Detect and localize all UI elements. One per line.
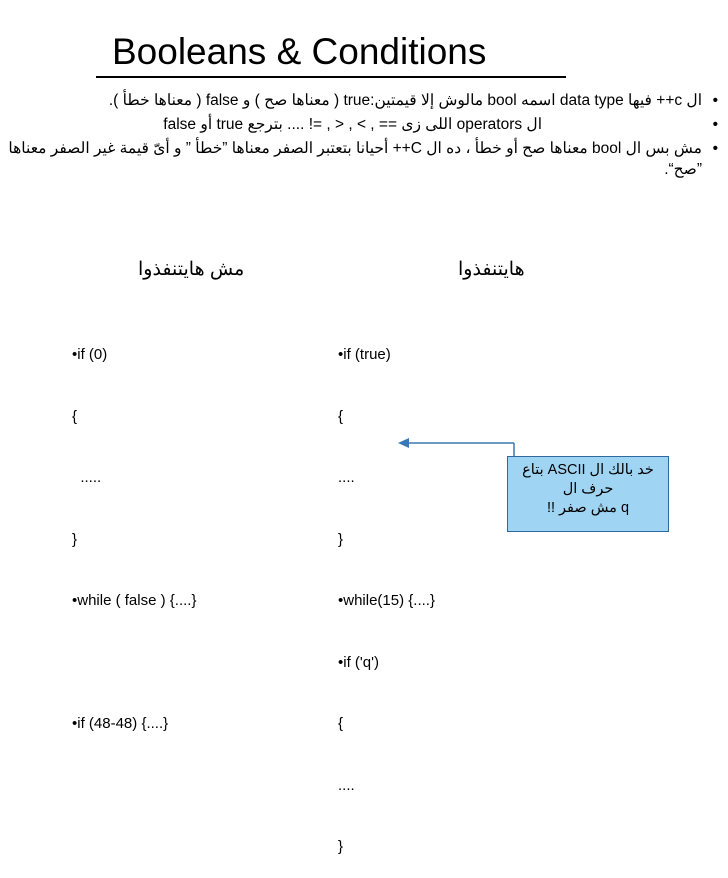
left-code-block (72, 304, 196, 755)
code-line (72, 653, 196, 674)
right-column-header: هايتنفذوا (458, 259, 525, 280)
bullet-item (4, 90, 720, 111)
code-line: { (338, 407, 344, 425)
code-line: { (72, 407, 78, 425)
code-line: } (338, 530, 344, 548)
bullet-dot: • (712, 92, 718, 109)
code-line: •if ('q') (338, 653, 379, 671)
bullet-text: ال c++ فيها data type اسمه bool مالوش إلا قيمتين:true ( معناها صح ) و false ( معناها خطأ ). (108, 92, 702, 109)
title-underline (96, 76, 566, 78)
callout-line: q مش صفر !! (546, 500, 630, 516)
bullet-text: ال operators اللى زى == , > , < , =! .... بترجع true أو false (163, 116, 542, 133)
bullet-item (4, 114, 720, 135)
code-line: .... (338, 776, 355, 794)
bullet-item (4, 138, 720, 180)
bullet-list (4, 90, 720, 183)
code-line: •while(15) {....} (338, 592, 435, 609)
code-line: •if (0) (72, 346, 108, 363)
left-column-header: مش هايتنفذوا (138, 259, 245, 280)
code-line: .... (338, 469, 355, 486)
code-line: { (338, 715, 344, 732)
callout-line: حرف ال (562, 481, 614, 497)
code-line: } (72, 530, 78, 548)
code-line: •if (true) (338, 346, 391, 363)
callout-line: خد بالك ال ASCII بتاع (522, 462, 654, 478)
bullet-text: مش بس ال bool معناها صح أو خطأ ، ده ال C++ أحيانا بتعتبر الصفر معناها ”خطأ ” و أىّ قيمة غير الصفر معناها ”صح“. (8, 140, 702, 178)
bullet-dot: • (712, 116, 718, 133)
ascii-note-callout (507, 456, 669, 532)
code-line: •while ( false ) {....} (72, 592, 197, 609)
code-line: } (338, 838, 344, 855)
code-line: •if (48-48) {....} (72, 715, 169, 732)
pointer-arrow (396, 430, 516, 460)
slide-title: Booleans & Conditions (112, 31, 487, 72)
right-code-block (338, 304, 435, 878)
code-line: ..... (72, 469, 102, 486)
bullet-dot: • (712, 140, 718, 157)
